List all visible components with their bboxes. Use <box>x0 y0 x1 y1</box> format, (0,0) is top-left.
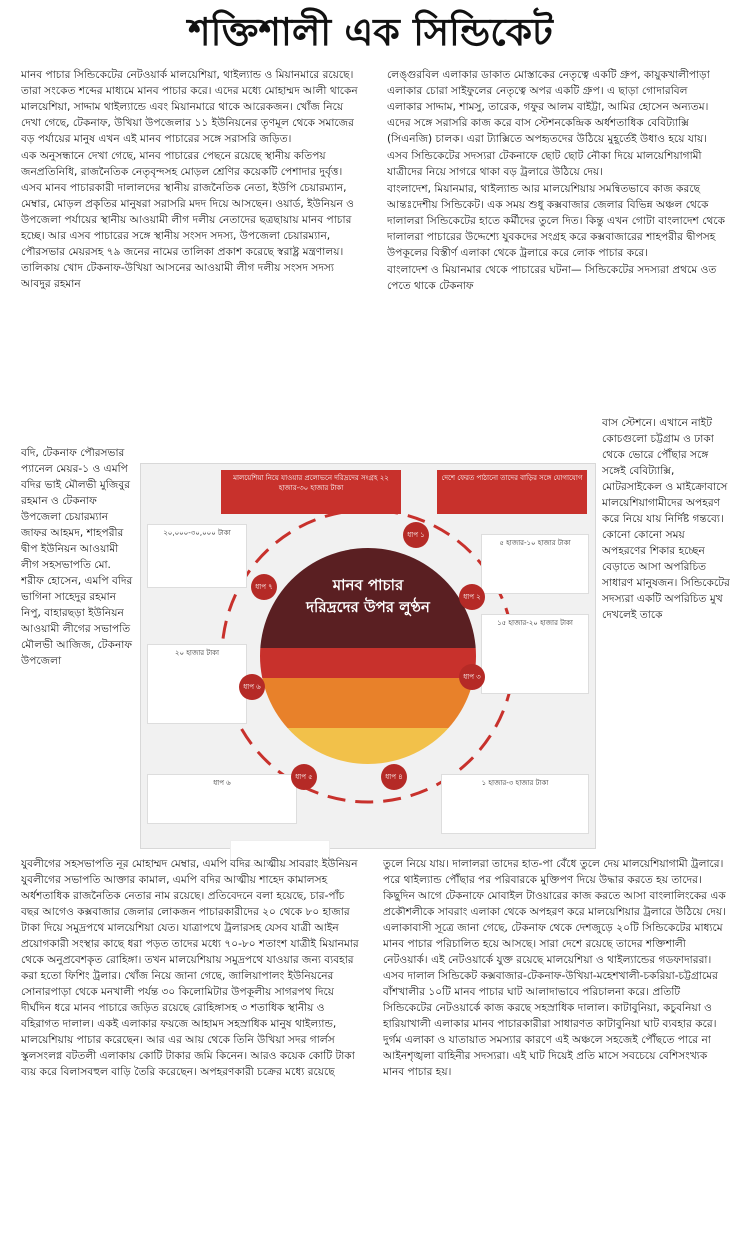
step-badge: ধাপ ৪ <box>381 764 407 790</box>
step-badge: ধাপ ৬ <box>239 674 265 700</box>
infographic-box: দেশে ফেরত পাঠানো তাদের বাড়ির সঙ্গে যোগাযোগ <box>437 470 587 514</box>
article-column-bottom-right <box>383 856 729 1228</box>
headline: শক্তিশালী এক সিন্ডিকেট <box>188 10 553 54</box>
paragraph: বাংলাদেশ ও মিয়ানমার থেকে পাচারের ঘটনা— সিন্ডিকেটের সদস্যরা প্রথমে ওত পেতে থাকে টেকনাফ <box>387 264 717 292</box>
paragraph: লেঙ্গুরবিল এলাকার ডাকাত মোস্তাকের নেতৃত্বে একটি গ্রুপ, কায়ুকখালীপাড়া এলাকার চোরা সাইফুলের নেতৃত্বে অপর একটি গ্রুপ। এ ছাড়া গোদারবিল এলাকার সাদ্দাম, শামসু, তারেক, গফুর আলম বাইট্টা, আমির হোসেন অন্যতম। এদের সঙ্গে সরাসরি কাজ করে বাস স্টেশনকেন্দ্রিক অর্ধশতাধিক বেবিট্যাক্সি (সিএনজি) চালক। এরা ট্যাক্সিতে অপহৃতদের উঠিয়ে মুহূর্তেই উধাও হয়ে যায়। <box>387 69 710 145</box>
step-badge: ধাপ ৭ <box>251 574 277 600</box>
paragraph: বদি, টেকনাফ পৌরসভার প্যানেল মেয়র-১ ও এমপি বদির ভাই মৌলভী মুজিবুর রহমান ও টেকনাফ উপজেলা চেয়ারম্যান জাফর আহমদ, শাহপরীর দ্বীপ ইউনিয়ন আওয়ামী লীগ সহসভাপতি মো. শরীফ হোসেন, এমপি বদির ভাগিনা সাহেদুর রহমান নিপু, বাহারছড়া ইউনিয়ন আওয়ামী লীগের সভাপতি মৌলভী আজিজ, টেকনাফ উপজেলা <box>21 447 133 667</box>
article-wrap-left <box>21 445 133 856</box>
infographic-box: মালয়েশিয়া নিয়ে যাওয়ার প্রলোভনে দরিদ্রদের সংগ্রহ ২২ হাজার-৩০ হাজার টাকা <box>221 470 401 514</box>
infographic-box: ১ হাজার-৩ হাজার টাকা <box>441 774 589 834</box>
paragraph: বাস স্টেশনে। এখানে নাইট কোচগুলো চট্টগ্রাম ও ঢাকা থেকে ভোরে পৌঁছার সঙ্গে সঙ্গেই বেবিট্যাক্সি, মোটরসাইকেল ও মাইক্রোবাসে মালয়েশিয়াগামীদের অপহরণ করে নিয়ে যায় নির্দিষ্ট গন্তব্যে। কোনো কোনো সময় অপহরণের শিকার হচ্ছেন বেড়াতে আসা অপরিচিত সাধারণ মানুষজন। সিন্ডিকেটের সদস্যরা একটি অপরিচিত মুখ দেখলেই তাকে <box>602 417 730 621</box>
infographic-box: ২০,০০০-৩০,০০০ টাকা <box>147 524 247 588</box>
article-column-right <box>387 67 725 459</box>
step-badge: ধাপ ৩ <box>459 664 485 690</box>
infographic-box: ৫ হাজার-১০ হাজার টাকা <box>481 534 589 594</box>
step-badge: ধাপ ১ <box>403 522 429 548</box>
paragraph: তুলে নিয়ে যায়। দালালরা তাদের হাত-পা বেঁধে তুলে দেয় মালয়েশিয়াগামী ট্রলারে। পরে থাইল্যান্ড পৌঁছার পর পরিবারকে মুক্তিপণ দিয়ে উদ্ধার করতে হয় তাদের। কিছুদিন আগে টেকনাফে মোবাইল টাওয়ারের কাজ করতে আসা বাংলালিংকের এক প্রকৌশলীকে সাবরাং এলাকা থেকে অপহরণ করে মালয়েশিয়ার ট্রলারে উঠিয়ে দেয়। এলাকাবাসী সূত্রে জানা গেছে, টেকনাফ থেকে দেশজুড়ে ২০টি সিন্ডিকেটের মাধ্যমে মানব পাচার পরিচালিত হয়ে আসছে। সারা দেশে রয়েছে তাদের শক্তিশালী নেটওয়ার্ক। এই নেটওয়ার্কে যুক্ত রয়েছে মালয়েশিয়া ও থাইল্যান্ডের গডফাদাররা। এসব দালাল সিন্ডিকেট কক্সবাজার-টেকনাফ-উখিয়া-মহেশখালী-চকরিয়া-চট্টগ্রামের বাঁশখালীর ১০টি মানব পাচার ঘাট আলাদাভাবে পরিচালনা করে। প্রতিটি সিন্ডিকেটের নেটওয়ার্কে কাজ করছে সহস্রাধিক দালাল। কাটাবুনিয়া, কচুবনিয়া ও হারিয়াখালী এলাকার মানব পাচারকারীরা সাধারণত কাটাবুনিয়া ঘাট ব্যবহার করে। দুর্গম এলাকা ও যাতায়াত সমস্যার কারণে এই অঞ্চলে সহজেই পৌঁছতে পারে না আইনশৃঙ্খলা বাহিনীর সদস্যরা। এই ঘাট দিয়েই প্রতি মাসে সবচেয়ে বেশিসংখ্যক মানব পাচার হয়। <box>383 858 726 1078</box>
paragraph: এক অনুসন্ধানে দেখা গেছে, মানব পাচারের পেছনে রয়েছে স্থানীয় কতিপয় জনপ্রতিনিধি, রাজনৈতিক নেতৃবৃন্দসহ মোড়ল শ্রেণির কয়েকটি পেশাদার দুর্বৃত্ত। এসব মানব পাচারকারী দালালদের স্থানীয় রাজনৈতিক নেতা, ইউপি চেয়ারম্যান, মেম্বার, মোড়ল প্রকৃতির মানুষরা সরাসরি মদদ দিয়ে আসছেন। ওয়ার্ড, ইউনিয়ন ও উপজেলা পর্যায়ের স্থানীয় আওয়ামী লীগ দলীয় নেতাদের ছত্রছায়ায় মানব পাচার হচ্ছে। আর এসব পাচারের সঙ্গে স্থানীয় সংসদ সদস্য, উপজেলা চেয়ারম্যান, পৌরসভার মেয়রসহ ৭৯ জনের নামের তালিকা প্রকাশ করেছে স্বরাষ্ট্র মন্ত্রণালয়। তালিকায় খোদ টেকনাফ-উখিয়া আসনের আওয়ামী লীগ দলীয় সংসদ সদস্য আবদুর রহমান <box>21 150 354 290</box>
infographic-title: মানব পাচার <box>332 576 404 594</box>
step-badge: ধাপ ২ <box>459 584 485 610</box>
paragraph: মানব পাচার সিন্ডিকেটের নেটওয়ার্ক মালয়েশিয়া, থাইল্যান্ড ও মিয়ানমারে রয়েছে। তারা সংকেত শব্দের মাধ্যমে মানব পাচার করে। এদের মধ্যে মোহাম্মদ আলী থাকেন মালয়েশিয়া, সাদ্দাম থাইল্যান্ডে এবং মিয়ানমারে থাকে আরেকজন। খোঁজ নিয়ে দেখা গেছে, টেকনাফ, উখিয়া উপজেলার ১১ ইউনিয়নের তৃণমূল থেকে সমাজের বড় পর্যায়ের মানুষ এখন এই মানব পাচারের সঙ্গে সরাসরি জড়িত। <box>21 69 358 145</box>
article-column-left <box>21 67 359 445</box>
infographic-box: ধাপ ৬ <box>147 774 297 824</box>
paragraph: যুবলীগের সহসভাপতি নূর মোহাম্মদ মেম্বার, এমপি বদির আত্মীয় সাবরাং ইউনিয়ন যুবলীগের সভাপতি আক্তার কামাল, এমপি বদির আত্মীয় শাহেদ কামালসহ অর্ধশতাধিক রাজনৈতিক নেতার নাম রয়েছে। প্রতিবেদনে বলা হয়েছে, চার-পাঁচ বছর আগেও কক্সবাজার জেলার লোকজন পাচারকারীদের ২০ থেকে ৮০ হাজার টাকা দিয়ে সমুদ্রপথে মালয়েশিয়া যেত। যাত্রাপথে ট্রলারসহ যেসব যাত্রী আইন প্রয়োগকারী সংস্থার কাছে ধরা পড়ত তাদের মধ্যে ৭০-৮০ শতাংশ যাত্রীই মিয়ানমার থেকে অনুপ্রবেশকৃত রোহিঙ্গা। তখন মালয়েশিয়ায় সমুদ্রপথে যাওয়ার জন্য ব্যবহার করা হতো ফিশিং ট্রলার। খোঁজ নিয়ে জানা গেছে, জালিয়াপালং ইউনিয়নের সোনারপাড়া থেকে মনখালী পর্যন্ত ৩০ কিলোমিটার উপকূলীয় সাগরপথ দিয়ে দীর্ঘদিন ধরে মানব পাচারে জড়িত রয়েছে রোহিঙ্গাসহ ৩ শতাধিক স্থানীয় ও বহিরাগত দালাল। একই এলাকার ফয়জে আহামদ সহস্রাধিক মানুষ থাইল্যান্ড, মালয়েশিয়ায় পাচার করেছেন। আর এর আয় থেকে তিনি উখিয়া সদর গার্লস স্কুলসংলগ্ন বটতলী এলাকায় কোটি টাকার জমি কিনেন। আরও কয়েক কোটি টাকা ব্যয় করে বিলাসবহুল বাড়ি তৈরি করেছেন। অপহরণকারী চক্রের মধ্যে রয়েছে <box>21 858 359 1078</box>
trafficking-infographic <box>140 463 596 849</box>
paragraph: এসব সিন্ডিকেটের সদস্যরা টেকনাফে ছোট ছোট নৌকা দিয়ে মালয়েশিয়াগামী যাত্রীদের নিয়ে সাগরে থাকা বড় ট্রলারে উঠিয়ে দেয়। <box>387 150 702 178</box>
paragraph: বাংলাদেশ, মিয়ানমার, থাইল্যান্ড আর মালয়েশিয়ায় সমন্বিতভাবে কাজ করছে আন্তঃদেশীয় সিন্ডিকেট। এক সময় শুধু কক্সবাজার জেলার বিভিন্ন অঞ্চল থেকে দালালরা সিন্ডিকেটের হাতে কর্মীদের তুলে দিত। কিন্তু এখন গোটা বাংলাদেশ থেকে দালালরা পাচারের উদ্দেশ্যে যুবকদের সংগ্রহ করে কক্সবাজারের শাহপরীর দ্বীপসহ উপকূলের বিস্তীর্ণ এলাকা থেকে ট্রলারে করে লোক পাচার করে। <box>387 183 725 259</box>
infographic-box: ১৫ হাজার-২০ হাজার টাকা <box>481 614 589 694</box>
article-wrap-right <box>602 415 730 855</box>
infographic-box: ২০ হাজার টাকা <box>147 644 247 724</box>
article-column-bottom-left <box>21 856 359 1228</box>
step-badge: ধাপ ৫ <box>291 764 317 790</box>
infographic-subtitle: দরিদ্রদের উপর লুণ্ঠন <box>306 598 430 616</box>
